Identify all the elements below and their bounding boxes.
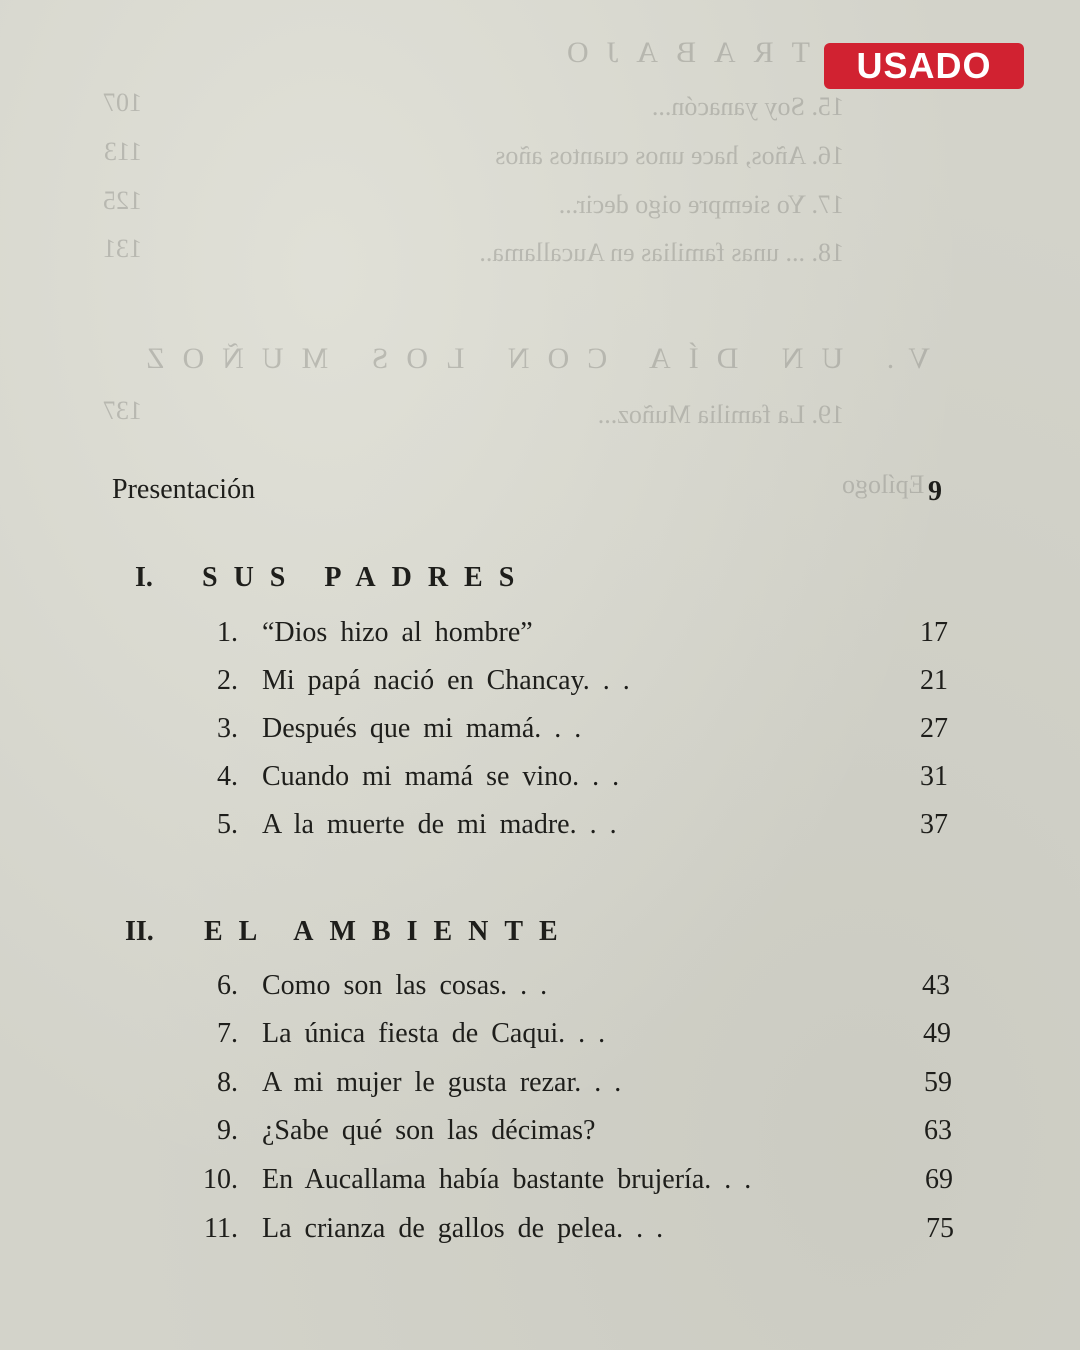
bleed-heading: TRABAJO (548, 36, 810, 69)
bleed-line: 17. Yo siempre oigo decir... (558, 190, 844, 219)
toc-entry (0, 1018, 1080, 1058)
toc-entry (0, 1213, 1080, 1253)
toc-presentacion-page: 9 (928, 476, 942, 507)
section-title: EL AMBIENTE (204, 916, 574, 947)
bleed-heading: V. UN DÍA CON LOS MUÑOZ (128, 342, 930, 375)
toc-entry-number: 8. (217, 1067, 238, 1098)
toc-entry-number: 5. (217, 809, 238, 840)
toc-entry (0, 617, 1080, 657)
bleed-page: 107 (103, 88, 142, 117)
toc-entry-title: “Dios hizo al hombre” (262, 617, 533, 648)
toc-entry-title: La única fiesta de Caqui. . . (262, 1018, 606, 1049)
toc-presentacion-label: Presentación (112, 474, 256, 505)
toc-entry-title: Cuando mi mamá se vino. . . (262, 761, 620, 792)
toc-entry-title: Después que mi mamá. . . (262, 713, 582, 744)
bleed-page: 131 (103, 234, 142, 263)
toc-entry-page: 49 (923, 1018, 951, 1049)
toc-entry-page: 31 (920, 761, 948, 792)
toc-entry-title: ¿Sabe qué son las décimas? (262, 1115, 596, 1146)
toc-entry-page: 43 (922, 970, 950, 1001)
toc-entry-page: 37 (920, 809, 948, 840)
bleed-line: 18. ... unas familias en Aucallama.. (479, 238, 844, 267)
toc-entry-number: 11. (204, 1213, 238, 1244)
toc-entry-number: 7. (217, 1018, 238, 1049)
toc-entry-number: 9. (217, 1115, 238, 1146)
toc-entry-number: 1. (217, 617, 238, 648)
toc-entry-number: 3. (217, 713, 238, 744)
toc-entry (0, 665, 1080, 705)
toc-entry (0, 713, 1080, 753)
toc-entry-page: 63 (924, 1115, 952, 1146)
bleed-epilogo: Epílogo (842, 470, 925, 499)
toc-entry-page: 17 (920, 617, 948, 648)
section-number: I. (135, 562, 153, 593)
toc-entry-number: 2. (217, 665, 238, 696)
toc-entry-title: Como son las cosas. . . (262, 970, 548, 1001)
bleed-line: 15. Soy yanacón... (651, 92, 844, 121)
toc-entry (0, 761, 1080, 801)
toc-entry (0, 809, 1080, 849)
bleed-line: 16. Años, hace unos cuantos años (495, 141, 844, 170)
toc-entry-title: A la muerte de mi madre. . . (262, 809, 617, 840)
toc-entry (0, 1067, 1080, 1107)
toc-entry-number: 6. (217, 970, 238, 1001)
toc-entry-title: Mi papá nació en Chancay. . . (262, 665, 630, 696)
toc-entry (0, 1115, 1080, 1155)
used-badge: USADO (824, 43, 1024, 89)
bleed-page: 125 (103, 186, 142, 215)
bleed-page: 113 (103, 137, 142, 166)
toc-entry-title: La crianza de gallos de pelea. . . (262, 1213, 664, 1244)
toc-entry-page: 27 (920, 713, 948, 744)
bleed-line: 19. La familia Muñoz... (597, 400, 844, 429)
toc-entry-page: 21 (920, 665, 948, 696)
toc-entry (0, 970, 1080, 1010)
toc-entry-title: A mi mujer le gusta rezar. . . (262, 1067, 622, 1098)
toc-entry-number: 10. (203, 1164, 238, 1195)
toc-entry-page: 75 (926, 1213, 954, 1244)
toc-entry (0, 1164, 1080, 1204)
toc-entry-page: 69 (925, 1164, 953, 1195)
toc-entry-page: 59 (924, 1067, 952, 1098)
section-number: II. (125, 916, 154, 947)
toc-entry-number: 4. (217, 761, 238, 792)
section-title: SUS PADRES (202, 562, 531, 593)
bleed-page: 137 (103, 396, 142, 425)
toc-entry-title: En Aucallama había bastante brujería. . . (262, 1164, 752, 1195)
